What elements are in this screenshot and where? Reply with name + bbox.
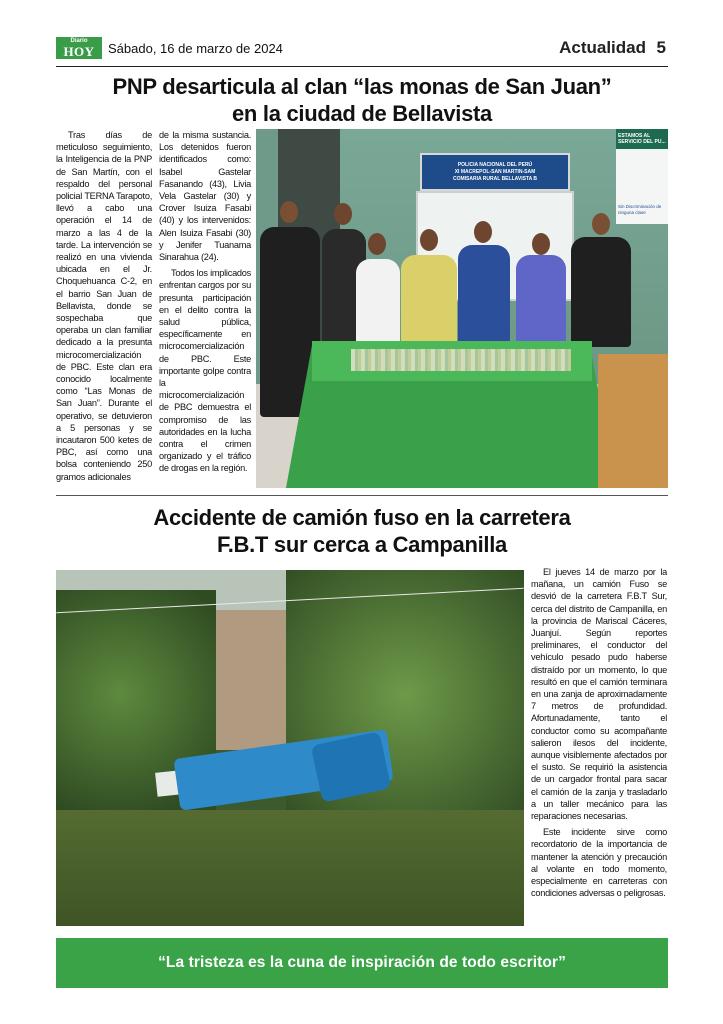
poster-heading: ESTAMOS AL SERVICIO DEL PU... — [616, 129, 668, 149]
logo-big-text: HOY — [63, 44, 95, 59]
newspaper-logo — [56, 37, 102, 59]
poster-text: Sin Discriminación de ninguna clase — [618, 204, 662, 215]
page-number: 5 — [656, 38, 666, 57]
banner-text-line: COMISARIA RURAL BELLAVISTA B — [452, 176, 538, 182]
article2-headline-line1: Accidente de camión fuso en la carretera — [153, 505, 571, 530]
quote-banner: “La tristeza es la cuna de inspiración de todo escritor” — [56, 938, 668, 988]
article1-paragraph: de la misma sustancia. Los detenidos fueron identificados como: Isabel Gastelar Fasanando (43), Livia Vela Gastelar (30) y Crover Isuiza Fasabi (40) y los intervenidos: Alen Isuiza Fasabi (30) y Jenifer Tuanama Sinarahua (24). — [159, 130, 251, 263]
banner-text-line: XI MACREPOL-SAN MARTIN-SAM — [454, 169, 536, 175]
article1-headline — [56, 73, 668, 127]
police-station-banner — [420, 153, 570, 191]
article1-paragraph: Tras días de meticuloso seguimiento, la Inteligencia de la PNP de San Martín, con el respaldo del personal policial TERNA Tarapoto, llevó a cabo una operación el 14 de marzo a las 4 de la tarde. La intervención se realizó en una vivienda ubicada en el Jr. Choquehuanca C-2, en el barrio San Juan de Bellavista, donde se sospechaba que operaba un clan familiar dedicado a la presunta microcomercialización de PBC. Este clan era conocido localmente como “Las Monas de San Juan”. Durante el operativo, se detuvieron a 5 personas y se incautaron 500 ketes de PBC, así como una bolsa conteniendo 250 gramos adicionales — [56, 130, 152, 482]
logo-small-text: Diario — [70, 38, 88, 44]
article2-headline-line2: F.B.T sur cerca a Campanilla — [217, 532, 507, 557]
article1-headline-line1: PNP desarticula al clan “las monas de San Juan” — [112, 74, 612, 99]
person-head — [420, 229, 438, 251]
person-head — [532, 233, 550, 255]
wooden-desk — [598, 354, 668, 488]
photo-ground — [56, 810, 524, 926]
article2-paragraph: El jueves 14 de marzo por la mañana, un camión Fuso se desvió de la carretera F.B.T Sur, cerca del distrito de Campanilla, en la provincia de Mariscal Cáceres, Juanjuí. Según reportes preliminares, el conductor del vehículo pesado pudo haberse distraído por un momento, lo que resultó en que el camión terminara en una zanja de aproximadamente 7 metros de profundidad. Afortunadamente, tanto el conductor como su acompañante salieron ilesos del incidente, aunque visiblemente afectados por el susto. Se requirió la asistencia de un cargador frontal para sacar el camión de la zanja y trasladarlo a un taller mecánico para las reparaciones necesarias. — [531, 567, 667, 822]
article1-column1 — [56, 129, 152, 483]
article2-headline — [56, 504, 668, 558]
person-head — [368, 233, 386, 255]
article2-paragraph: Este incidente sirve como recordatorio de la importancia de mantener la atención y precaución al volante en todo momento, especialmente en carreteras con condiciones adversas o peligrosas. — [531, 827, 667, 899]
article1-photo-police-detainees — [256, 129, 668, 488]
police-officer-figure — [571, 237, 631, 347]
wall-poster — [616, 129, 668, 224]
issue-date: Sábado, 16 de marzo de 2024 — [108, 41, 283, 56]
article2-column — [531, 566, 667, 899]
section-title: Actualidad — [559, 38, 646, 57]
detainee-figure — [458, 245, 510, 355]
banner-text-line: POLICIA NACIONAL DEL PERÚ — [457, 162, 533, 168]
seized-items — [351, 349, 571, 371]
article2-photo-truck-accident — [56, 570, 524, 926]
detainee-figure — [401, 255, 457, 355]
person-head — [592, 213, 610, 235]
person-head — [280, 201, 298, 223]
article1-paragraph: Todos los implicados enfrentan cargos por su presunta participación en el delito contra la salud pública, específicamente en microcomercialización de PBC. Este importante golpe contra la microcomercialización de PBC demuestra el compromiso de las autoridades en la lucha contra el crimen organizado y el tráfico de drogas en la región. — [159, 268, 251, 474]
person-head — [474, 221, 492, 243]
article1-headline-line2: en la ciudad de Bellavista — [232, 101, 492, 126]
article1-column2 — [159, 129, 251, 475]
detainee-figure — [516, 255, 566, 355]
person-head — [334, 203, 352, 225]
page-header — [56, 35, 668, 67]
section-divider — [56, 495, 668, 496]
